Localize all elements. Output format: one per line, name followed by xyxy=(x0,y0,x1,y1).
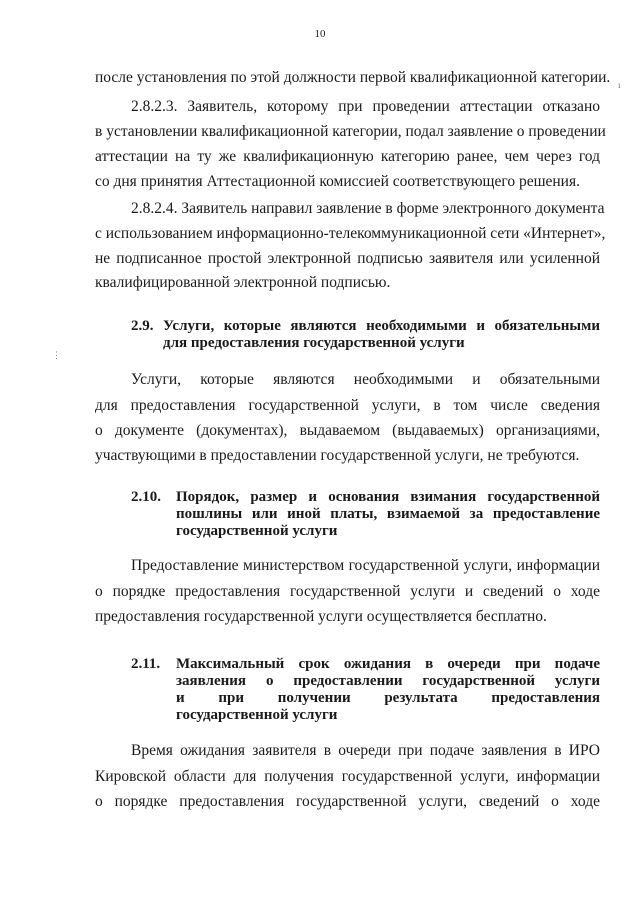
scan-mark: ı xyxy=(618,80,621,90)
paragraph-line: Кировской области для получения государственной услуги, информации xyxy=(95,768,600,785)
section-heading-2-11-line1: Максимальный срок ожидания в очереди при подаче xyxy=(176,656,600,672)
section-heading-2-10-line1: Порядок, размер и основания взимания государственной xyxy=(176,489,600,505)
paragraph-line: для предоставления государственной услуги, в том числе сведения xyxy=(95,397,600,414)
paragraph-line: о документе (документах), выдаваемом (выдаваемых) организациями, xyxy=(95,422,600,439)
paragraph-line: со дня принятия Аттестационной комиссией соответствующего решения. xyxy=(95,173,580,190)
paragraph-line: в установлении квалификационной категории, подал заявление о проведении xyxy=(95,123,606,140)
section-heading-2-9-line1: 2.9. Услуги, которые являются необходимыми и обязательными xyxy=(131,318,600,334)
paragraph-line: 2.8.2.4. Заявитель направил заявление в форме электронного документа xyxy=(131,200,605,217)
paragraph-line: о порядке предоставления государственной услуги и сведений о ходе xyxy=(95,583,600,600)
section-heading-2-10-line2: пошлины или иной платы, взимаемой за предоставление xyxy=(176,506,600,522)
section-number-2-10: 2.10. xyxy=(131,489,161,505)
paragraph-line: не подписанное простой электронной подписью заявителя или усиленной xyxy=(95,250,600,267)
paragraph-line: с использованием информационно-телекоммуникационной сети «Интернет», xyxy=(95,225,606,242)
page-number: 10 xyxy=(314,28,326,40)
paragraph-line: о порядке предоставления государственной услуги, сведений о ходе xyxy=(95,793,600,810)
paragraph-line: Предоставление министерством государственной услуги, информации xyxy=(131,557,600,574)
section-heading-2-10-line3: государственной услуги xyxy=(176,523,338,539)
paragraph-line: 2.8.2.3. Заявитель, которому при проведении аттестации отказано xyxy=(131,98,600,115)
paragraph-line: Время ожидания заявителя в очереди при подаче заявления в ИРО xyxy=(131,742,600,759)
paragraph-line: аттестации на ту же квалификационную категорию ранее, чем через год xyxy=(95,148,600,165)
paragraph-line: квалифицированной электронной подписью. xyxy=(95,274,391,291)
section-heading-2-11-line4: государственной услуги xyxy=(176,707,338,723)
section-number-2-11: 2.11. xyxy=(131,656,161,672)
scan-mark: ⋮ xyxy=(52,350,61,360)
section-heading-2-11-line2: заявления о предоставлении государственной услуги xyxy=(176,673,600,689)
section-heading-2-9-line2: для предоставления государственной услуги xyxy=(163,335,465,351)
paragraph-line: предоставления государственной услуги осуществляется бесплатно. xyxy=(95,608,547,625)
section-heading-2-11-line3: и при получении результата предоставления xyxy=(176,690,600,706)
paragraph-line: Услуги, которые являются необходимыми и обязательными xyxy=(131,371,600,388)
paragraph-line: после установления по этой должности первой квалификационной категории. xyxy=(95,69,611,86)
paragraph-line: участвующими в предоставлении государственной услуги, не требуются. xyxy=(95,447,580,464)
